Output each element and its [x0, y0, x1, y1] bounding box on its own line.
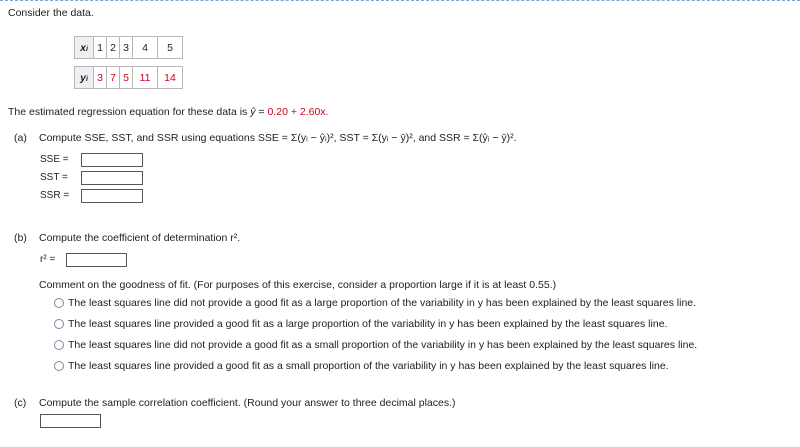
regression-statement: The estimated regression equation for these data is ŷ = 0.20 + 2.60x.: [8, 106, 329, 118]
y-value-2: 7: [107, 67, 120, 89]
r2-label: r² =: [40, 254, 56, 265]
x-value-5: 5: [158, 37, 183, 59]
sse-input[interactable]: [81, 153, 143, 167]
correlation-input[interactable]: [40, 414, 101, 428]
sst-input[interactable]: [81, 171, 143, 185]
part-a-letter: (a): [14, 132, 27, 144]
y-header: yi: [75, 67, 94, 89]
y-value-4: 11: [133, 67, 158, 89]
option-1-radio[interactable]: [54, 298, 64, 308]
part-b-letter: (b): [14, 232, 27, 244]
part-c-letter: (c): [14, 397, 27, 409]
x-value-3: 3: [120, 37, 133, 59]
y-row: [75, 67, 183, 89]
top-border: [0, 0, 800, 1]
x-value-1: 1: [94, 37, 107, 59]
part-c-text: Compute the sample correlation coefficient. (Round your answer to three decimal places.): [39, 397, 456, 409]
option-3-label[interactable]: The least squares line did not provide a good fit as a small proportion of the variability in y has been explained by the least squares line.: [68, 339, 698, 351]
option-2-label[interactable]: The least squares line provided a good fit as a large proportion of the variability in y has been explained by the least squares line.: [68, 318, 668, 330]
part-b-text: Compute the coefficient of determination r².: [39, 232, 241, 244]
intro-text: Consider the data.: [8, 7, 94, 19]
option-3-radio[interactable]: [54, 340, 64, 350]
option-1-label[interactable]: The least squares line did not provide a good fit as a large proportion of the variability in y has been explained by the least squares line.: [68, 297, 697, 309]
ssr-input[interactable]: [81, 189, 143, 203]
ssr-label: SSR =: [40, 190, 70, 201]
x-value-4: 4: [133, 37, 158, 59]
data-table: [74, 36, 183, 89]
option-2-radio[interactable]: [54, 319, 64, 329]
x-header: xi: [75, 37, 94, 59]
option-4-radio[interactable]: [54, 361, 64, 371]
regression-equation: 0.20 + 2.60x.: [267, 106, 329, 118]
x-row: [75, 37, 183, 59]
y-value-5: 14: [158, 67, 183, 89]
goodness-of-fit-comment: Comment on the goodness of fit. (For purposes of this exercise, consider a proportion large if it is at least 0.55.): [39, 279, 557, 291]
y-value-3: 5: [120, 67, 133, 89]
part-a-text: Compute SSE, SST, and SSR using equations SSE = Σ(yᵢ − ŷᵢ)², SST = Σ(yᵢ − ȳ)², and SSR = Σ(ŷᵢ − ȳ)².: [39, 132, 517, 144]
option-4-label[interactable]: The least squares line provided a good fit as a small proportion of the variability in y has been explained by the least squares line.: [68, 360, 669, 372]
x-value-2: 2: [107, 37, 120, 59]
sst-label: SST =: [40, 172, 68, 183]
r2-input[interactable]: [66, 253, 127, 267]
sse-label: SSE =: [40, 154, 69, 165]
y-value-1: 3: [94, 67, 107, 89]
